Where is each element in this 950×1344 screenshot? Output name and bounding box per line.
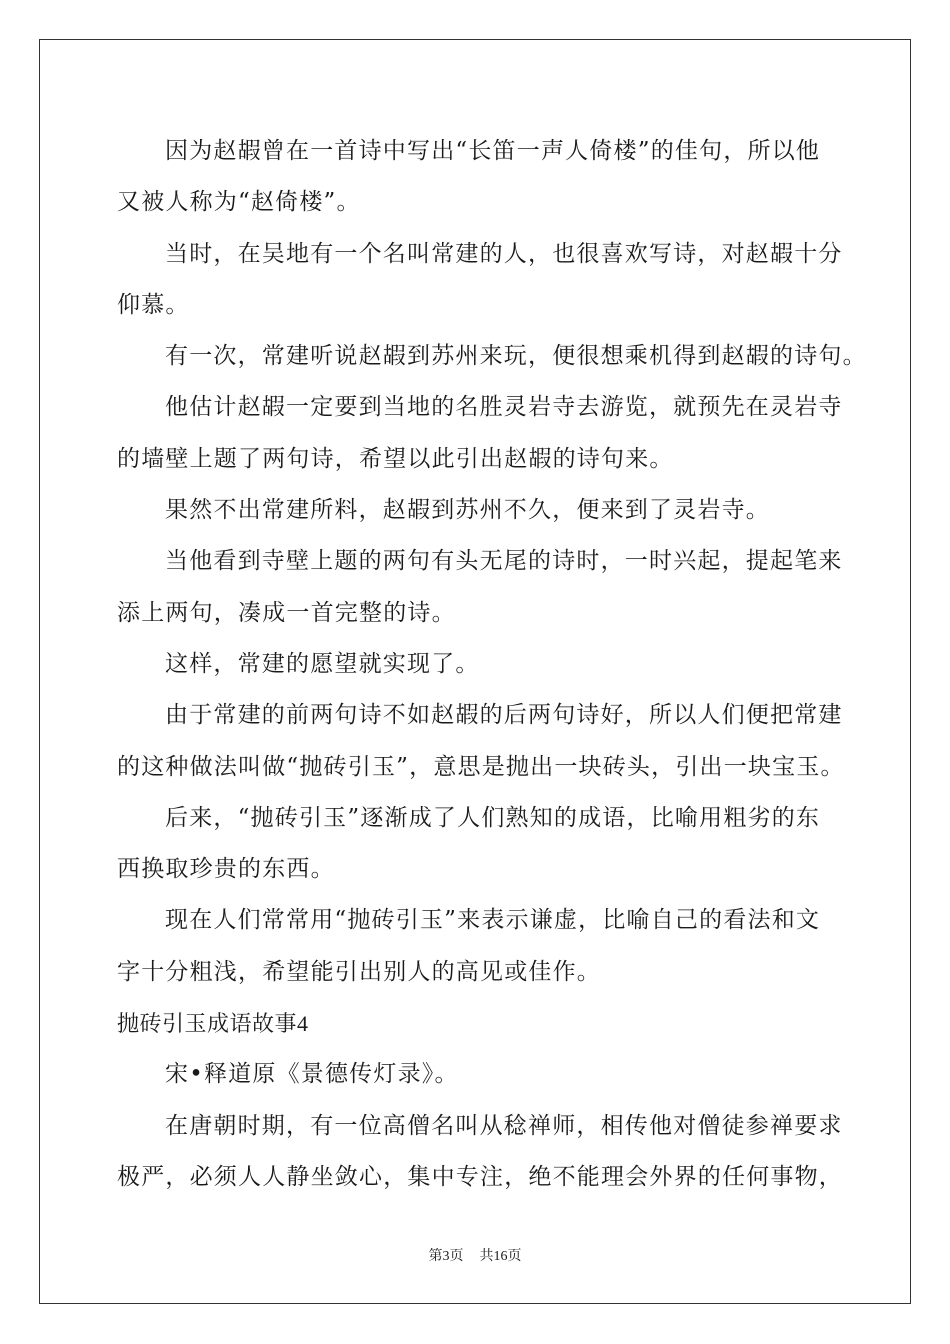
paragraph-line: 现在人们常常用“抛砖引玉”来表示谦虚，比喻自己的看法和文: [165, 907, 821, 934]
paragraph-line: 西换取珍贵的东西。: [117, 856, 335, 883]
paragraph-line: 这样，常建的愿望就实现了。: [165, 650, 480, 677]
page-number: 第3页: [428, 1249, 464, 1264]
paragraph-line: 他估计赵嘏一定要到当地的名胜灵岩寺去游览，就预先在灵岩寺: [165, 394, 843, 421]
paragraph-line: 又被人称为“赵倚楼”。: [117, 189, 361, 216]
paragraph-line: 仰慕。: [117, 291, 190, 318]
paragraph-line: 由于常建的前两句诗不如赵嘏的后两句诗好，所以人们便把常建: [165, 702, 843, 729]
paragraph-line: 后来，“抛砖引玉”逐渐成了人们熟知的成语，比喻用粗劣的东: [165, 804, 821, 831]
paragraph-line: 当他看到寺壁上题的两句有头无尾的诗时，一时兴起，提起笔来: [165, 548, 843, 575]
page-footer: [0, 1245, 950, 1265]
paragraph-line: 的这种做法叫做“抛砖引玉”，意思是抛出一块砖头，引出一块宝玉。: [117, 753, 845, 780]
paragraph-line: 当时，在吴地有一个名叫常建的人，也很喜欢写诗，对赵嘏十分: [165, 240, 843, 267]
paragraph-line: 添上两句，凑成一首完整的诗。: [117, 599, 456, 626]
paragraph-line: 的墙壁上题了两句诗，希望以此引出赵嘏的诗句来。: [117, 445, 674, 472]
paragraph-line: 有一次，常建听说赵嘏到苏州来玩，便很想乘机得到赵嘏的诗句。: [165, 343, 867, 370]
paragraph-line: 字十分粗浅，希望能引出别人的高见或佳作。: [117, 958, 601, 985]
paragraph-line: 极严，必须人人静坐敛心，集中专注，绝不能理会外界的任何事物，: [117, 1163, 843, 1190]
paragraph-line: 在唐朝时期，有一位高僧名叫从稔禅师，相传他对僧徒参禅要求: [165, 1112, 843, 1139]
paragraph-line: 果然不出常建所料，赵嘏到苏州不久，便来到了灵岩寺。: [165, 497, 770, 524]
page-total: 共16页: [479, 1249, 522, 1264]
document-body: [117, 126, 867, 1203]
paragraph-line: 宋•释道原《景德传灯录》。: [165, 1061, 459, 1088]
section-heading: 抛砖引玉成语故事4: [117, 1011, 309, 1037]
paragraph-line: 因为赵嘏曾在一首诗中写出“长笛一声人倚楼”的佳句，所以他: [165, 138, 821, 164]
